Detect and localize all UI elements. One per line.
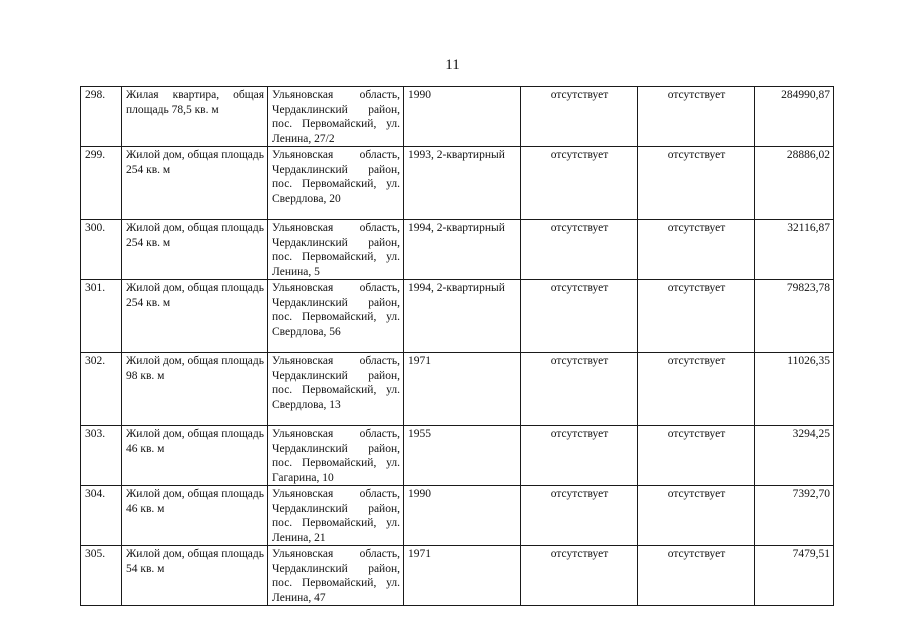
page-number: 11 — [445, 57, 460, 73]
row-number: 300. — [81, 220, 122, 280]
property-name: Жилой дом, общая площадь 46 кв. м — [122, 426, 268, 486]
property-name: Жилой дом, общая площадь 254 кв. м — [122, 147, 268, 220]
encumbrance-status: отсутствует — [521, 220, 638, 280]
restriction-status: отсутствует — [638, 87, 755, 147]
encumbrance-status: отсутствует — [521, 280, 638, 353]
construction-year: 1993, 2-квартирный — [404, 147, 521, 220]
property-value: 32116,87 — [755, 220, 834, 280]
property-address: Ульяновская область, Чердаклинский район, пос. Первомайский, ул. Ленина, 5 — [268, 220, 404, 280]
encumbrance-status: отсутствует — [521, 147, 638, 220]
property-value: 3294,25 — [755, 426, 834, 486]
table-row — [81, 280, 834, 353]
encumbrance-status: отсутствует — [521, 486, 638, 546]
property-address: Ульяновская область, Чердаклинский район, пос. Первомайский, ул. Ленина, 27/2 — [268, 87, 404, 147]
property-address: Ульяновская область, Чердаклинский район, пос. Первомайский, ул. Свердлова, 56 — [268, 280, 404, 353]
property-name: Жилой дом, общая площадь 46 кв. м — [122, 486, 268, 546]
construction-year: 1971 — [404, 546, 521, 606]
row-number: 303. — [81, 426, 122, 486]
property-value: 28886,02 — [755, 147, 834, 220]
property-address: Ульяновская область, Чердаклинский район, пос. Первомайский, ул. Гагарина, 10 — [268, 426, 404, 486]
encumbrance-status: отсутствует — [521, 426, 638, 486]
property-value: 7392,70 — [755, 486, 834, 546]
row-number: 305. — [81, 546, 122, 606]
construction-year: 1971 — [404, 353, 521, 426]
row-number: 302. — [81, 353, 122, 426]
property-value: 7479,51 — [755, 546, 834, 606]
property-name: Жилой дом, общая площадь 54 кв. м — [122, 546, 268, 606]
property-value: 79823,78 — [755, 280, 834, 353]
table-row — [81, 147, 834, 220]
restriction-status: отсутствует — [638, 546, 755, 606]
row-number: 301. — [81, 280, 122, 353]
row-number: 299. — [81, 147, 122, 220]
construction-year: 1990 — [404, 87, 521, 147]
construction-year: 1994, 2-квартирный — [404, 280, 521, 353]
property-value: 11026,35 — [755, 353, 834, 426]
table-row — [81, 426, 834, 486]
restriction-status: отсутствует — [638, 426, 755, 486]
encumbrance-status: отсутствует — [521, 353, 638, 426]
encumbrance-status: отсутствует — [521, 87, 638, 147]
table-row — [81, 220, 834, 280]
encumbrance-status: отсутствует — [521, 546, 638, 606]
table-row — [81, 87, 834, 147]
restriction-status: отсутствует — [638, 280, 755, 353]
property-registry-table — [80, 86, 834, 606]
property-name: Жилой дом, общая площадь 254 кв. м — [122, 280, 268, 353]
table-row — [81, 353, 834, 426]
property-name: Жилой дом, общая площадь 98 кв. м — [122, 353, 268, 426]
property-name: Жилой дом, общая площадь 254 кв. м — [122, 220, 268, 280]
property-address: Ульяновская область, Чердаклинский район, пос. Первомайский, ул. Ленина, 47 — [268, 546, 404, 606]
table-row — [81, 486, 834, 546]
construction-year: 1955 — [404, 426, 521, 486]
construction-year: 1990 — [404, 486, 521, 546]
table-row — [81, 546, 834, 606]
property-address: Ульяновская область, Чердаклинский район, пос. Первомайский, ул. Свердлова, 13 — [268, 353, 404, 426]
restriction-status: отсутствует — [638, 147, 755, 220]
property-value: 284990,87 — [755, 87, 834, 147]
property-address: Ульяновская область, Чердаклинский район, пос. Первомайский, ул. Ленина, 21 — [268, 486, 404, 546]
property-name: Жилая квартира, общая площадь 78,5 кв. м — [122, 87, 268, 147]
construction-year: 1994, 2-квартирный — [404, 220, 521, 280]
restriction-status: отсутствует — [638, 353, 755, 426]
restriction-status: отсутствует — [638, 486, 755, 546]
row-number: 298. — [81, 87, 122, 147]
property-address: Ульяновская область, Чердаклинский район, пос. Первомайский, ул. Свердлова, 20 — [268, 147, 404, 220]
row-number: 304. — [81, 486, 122, 546]
restriction-status: отсутствует — [638, 220, 755, 280]
